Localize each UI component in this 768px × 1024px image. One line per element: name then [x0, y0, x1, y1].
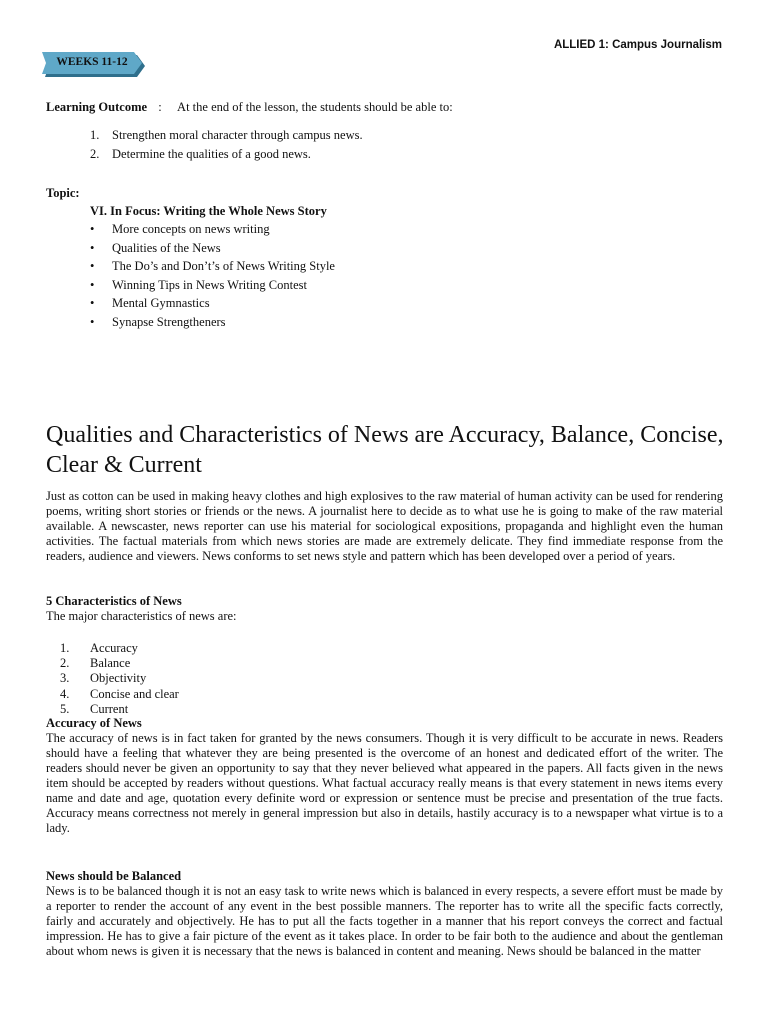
bullet-icon: •	[90, 259, 95, 274]
item-text: Winning Tips in News Writing Contest	[112, 277, 307, 292]
list-item	[60, 656, 179, 671]
weeks-label: WEEKS 11-12	[56, 56, 128, 68]
topic-label: Topic:	[46, 186, 80, 200]
item-text: Balance	[90, 656, 131, 671]
item-text: Qualities of the News	[112, 240, 221, 255]
item-text: Strengthen moral character through campus news.	[112, 128, 363, 142]
item-text: More concepts on news writing	[112, 222, 270, 236]
topic-list	[90, 222, 335, 334]
bullet-icon: •	[90, 314, 95, 329]
list-item	[60, 671, 179, 686]
list-item	[90, 278, 335, 297]
list-item	[90, 296, 335, 315]
list-item	[60, 687, 179, 702]
characteristics-lead: The major characteristics of news are:	[46, 609, 237, 623]
topic-heading: VI. In Focus: Writing the Whole News Story	[90, 204, 327, 218]
item-number: 1.	[90, 128, 100, 142]
intro-paragraph: Just as cotton can be used in making heavy clothes and high explosives to the raw material of human activity can be used for rendering poems, writing short stories or friends or the news. A journalist here to decide as to what use he is going to make of the raw material available. A newscaster, news reporter can use his material for sociological expositions, propaganda and highlight even the human activities. The factual materials from which news stories are made are extremely delicate. They find immediate response from the readers, audience and viewers. News conforms to set news style and pattern which has been developed over a period of years.	[46, 489, 723, 563]
accuracy-heading: Accuracy of News	[46, 716, 142, 730]
item-text: Accuracy	[90, 641, 138, 655]
item-number: 2.	[90, 147, 100, 161]
section-title: Qualities and Characteristics of News are Accuracy, Balance, Concise, Clear & Current	[46, 422, 724, 478]
item-number: 2.	[60, 656, 70, 671]
item-text: Current	[90, 701, 129, 716]
list-item	[60, 641, 179, 656]
item-number: 5.	[60, 701, 70, 716]
item-text: Mental Gymnastics	[112, 296, 210, 311]
balance-heading: News should be Balanced	[46, 869, 182, 883]
list-item	[90, 315, 335, 334]
outcomes-list	[90, 128, 363, 166]
learning-outcome-line	[46, 100, 453, 115]
item-text: Objectivity	[90, 671, 147, 686]
course-title: ALLIED 1: Campus Journalism	[553, 39, 722, 51]
bullet-icon: •	[90, 296, 95, 311]
accuracy-paragraph: The accuracy of news is in fact taken for granted by the news consumers. Though it is very difficult to be accurate in news. Readers should have a feeling that whatever they are being presented is the overcome of an honest and dedicated effort of the writer. The readers should never be given an opportunity to say that they never believed what appeared in the papers. All facts given in the news item should be accepted by readers without questions. What factual accuracy really means is that every statement in news items every name and date and age, quotation every definite word or expression or sentence must be precise and presentation of the true facts. Accuracy means correctness not merely in general impression but also in details, hastily accuracy is to a newspaper what virtue is to a lady.	[46, 731, 723, 835]
list-item	[90, 259, 335, 278]
list-item	[90, 147, 363, 166]
list-item	[90, 222, 335, 241]
item-number: 1.	[60, 641, 70, 655]
learning-outcome-label: Learning Outcome	[46, 100, 148, 114]
list-item	[60, 702, 179, 717]
weeks-banner	[42, 52, 150, 74]
item-number: 4.	[60, 686, 70, 701]
characteristics-heading: 5 Characteristics of News	[46, 594, 182, 608]
item-text: Synapse Strengtheners	[112, 314, 226, 329]
bullet-icon: •	[90, 222, 95, 236]
item-number: 3.	[60, 671, 70, 686]
bullet-icon: •	[90, 240, 95, 255]
item-text: Concise and clear	[90, 686, 179, 701]
list-item	[90, 241, 335, 260]
characteristics-list	[60, 641, 179, 717]
list-item	[90, 128, 363, 147]
learning-outcome-text: At the end of the lesson, the students should be able to:	[177, 100, 453, 114]
bullet-icon: •	[90, 277, 95, 292]
item-text: The Do’s and Don’t’s of News Writing Style	[112, 259, 335, 274]
balance-paragraph: News is to be balanced though it is not an easy task to write news which is balanced in every respects, a severe effort must be made by a reporter to render the account of any event in the best possible manners. The reporter has to write all the specific facts correctly, fairly and accurately and objectively. He has to put all the facts together in a manner that his report conveys the correct and factual impression. He has to give a fair picture of the event as it takes place. In order to be fair both to the audience and about the gentleman about whom news is given it is necessary that the news is balanced in content and meaning. News should be balanced in the matter	[46, 884, 723, 958]
learning-outcome-colon: :	[158, 100, 162, 114]
item-text: Determine the qualities of a good news.	[112, 147, 311, 161]
